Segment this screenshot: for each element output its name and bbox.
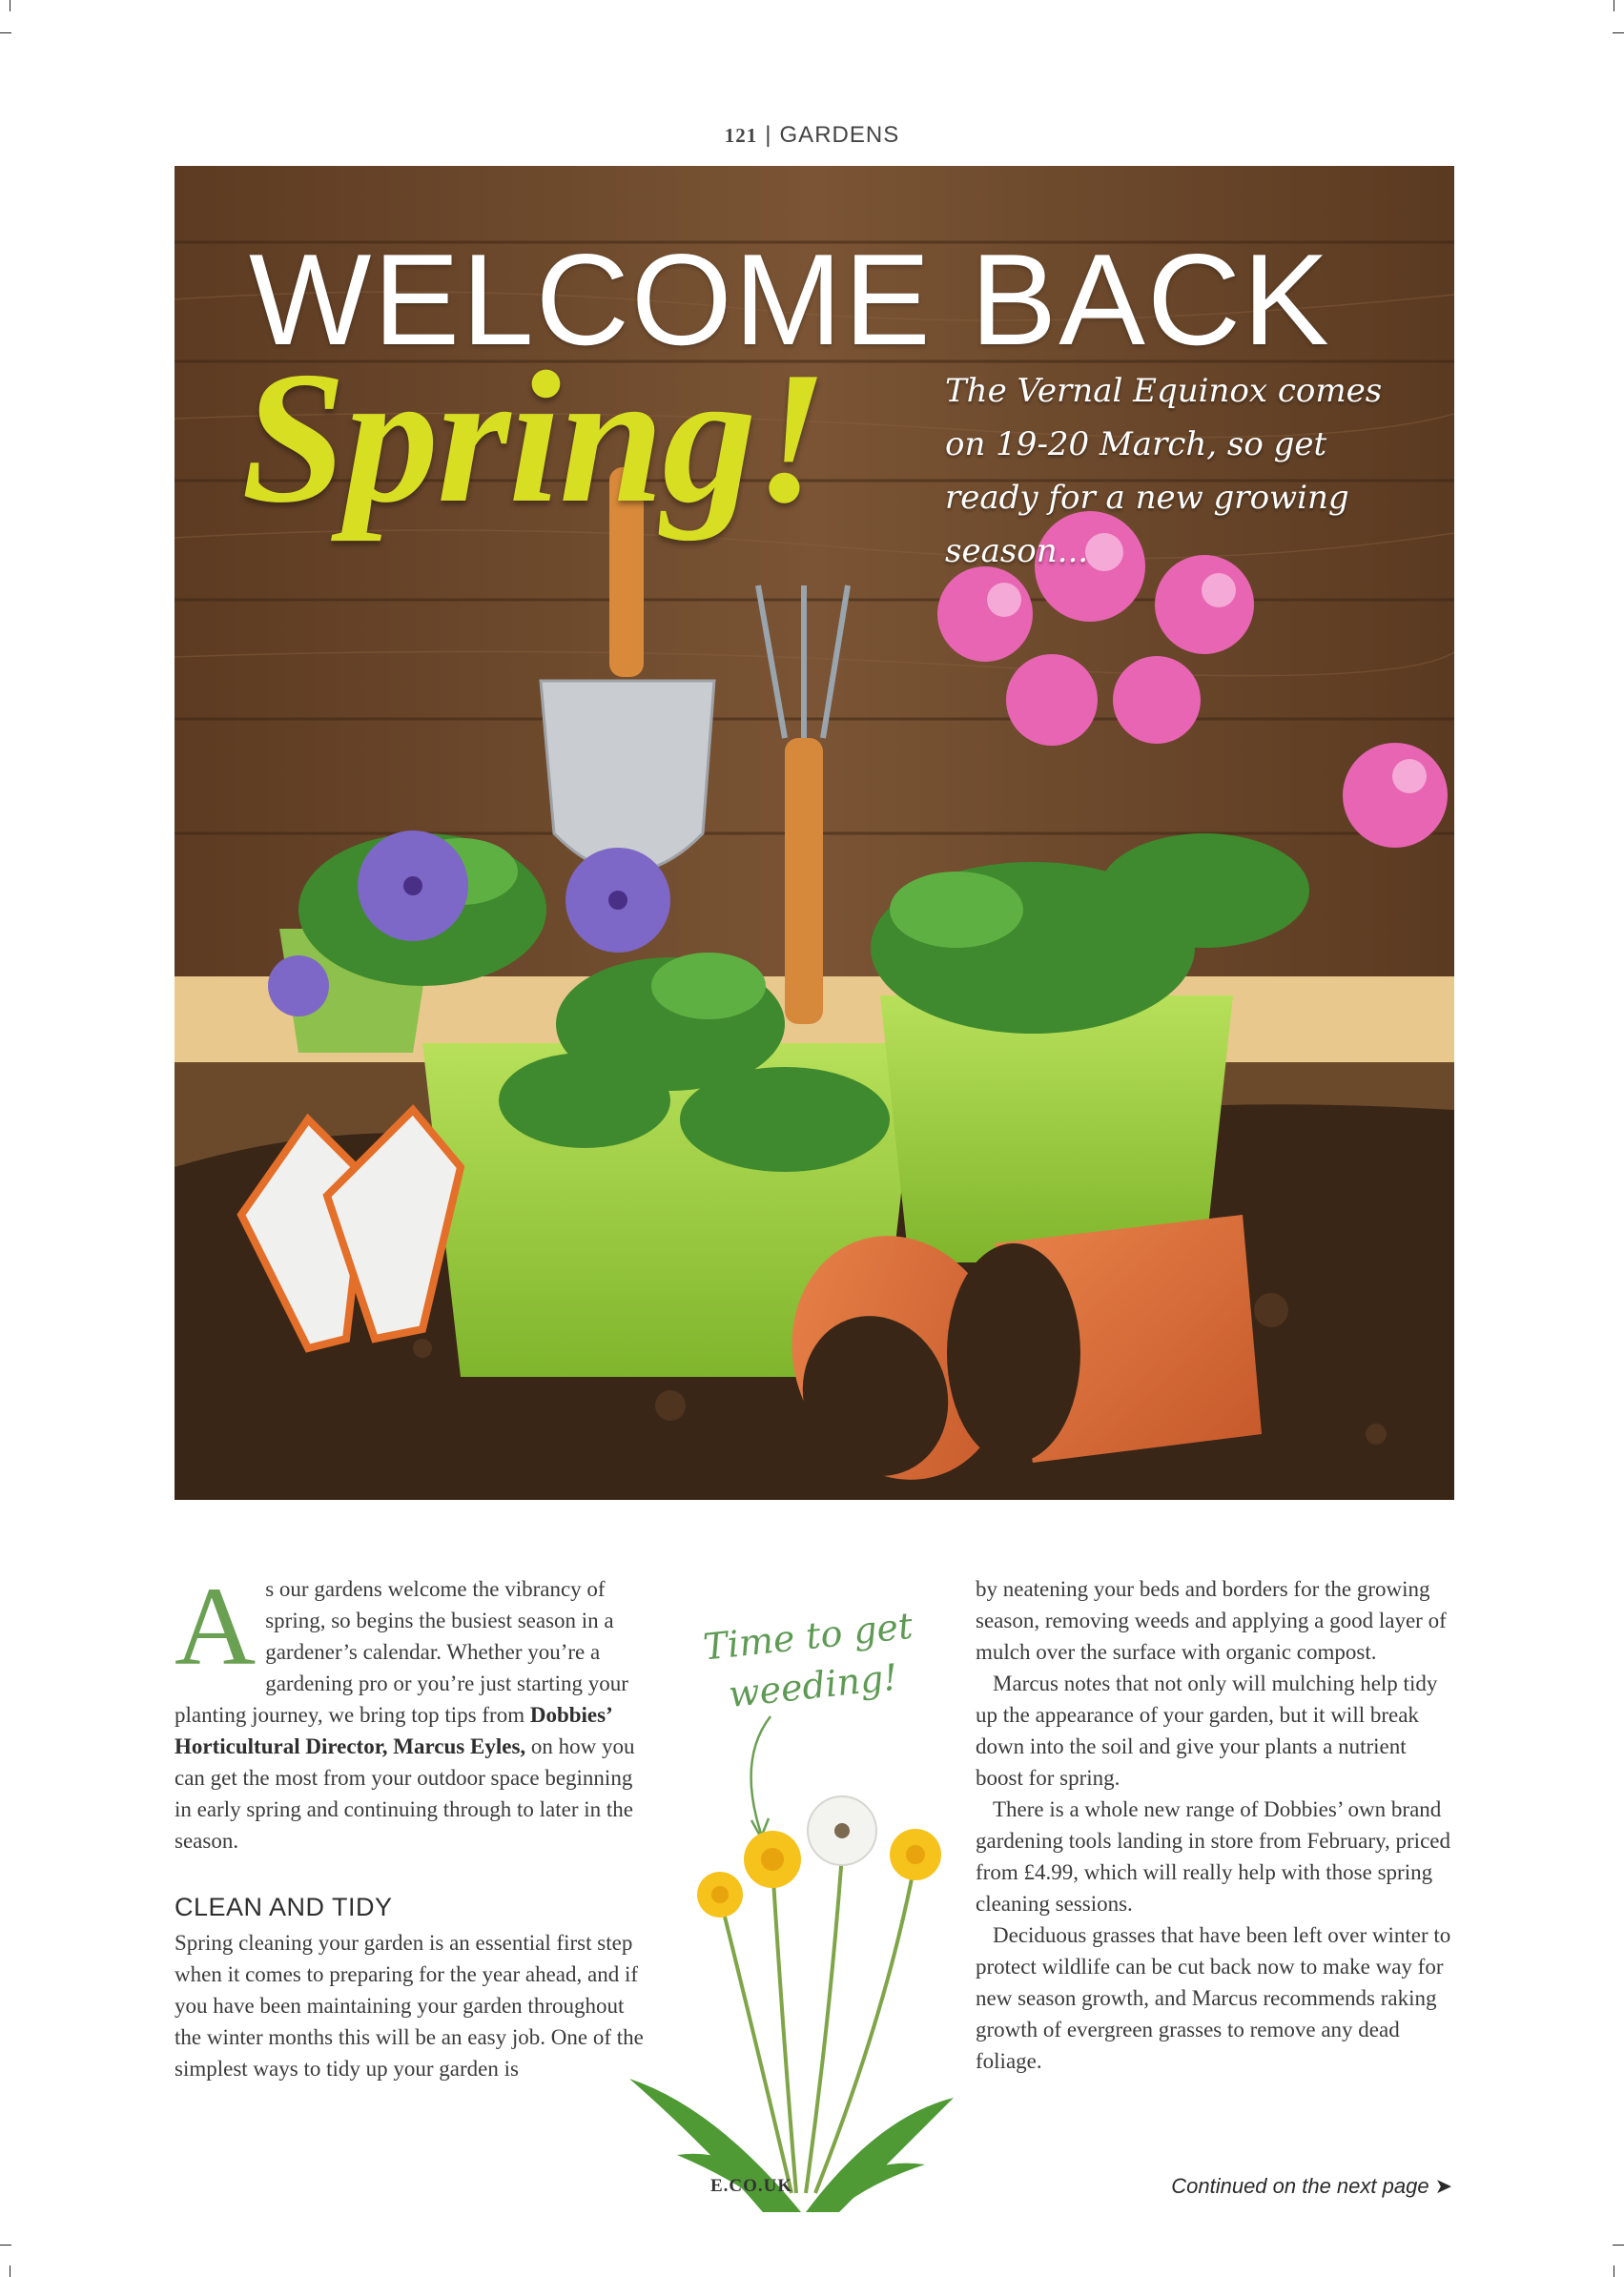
page-folio [0, 122, 1624, 149]
drop-cap: A [175, 1564, 257, 1689]
crop-mark [1613, 32, 1624, 33]
crop-mark [0, 32, 11, 33]
standfirst: The Vernal Equinox comes on 19-20 March, so get ready for a new growing season... [945, 372, 1383, 570]
arrow-right-icon: ➤ [1434, 2174, 1452, 2198]
paragraph: by neatening your beds and borders for the growing season, removing weeds and applying a good layer of mulch over the surface with organic compost. [976, 1577, 1447, 1664]
intro-paragraph [175, 1564, 651, 1856]
headline-highlight: Spring! [241, 333, 827, 542]
paragraph: There is a whole new range of Dobbies’ own brand gardening tools landing in store from February, priced from £4.99, which will really help with those spring cleaning sessions. [976, 1797, 1450, 1916]
headline: WELCOME BACK [249, 227, 1331, 372]
hero-photo [175, 166, 1454, 1500]
crop-mark [1613, 2245, 1624, 2246]
section-label: GARDENS [779, 122, 900, 148]
dandelion-illustration [620, 1783, 963, 2212]
callout-line-1: Time to get [701, 1604, 915, 1669]
callout-line-2: weeding! [726, 1655, 900, 1716]
crop-mark [0, 2245, 11, 2246]
page-number: 121 [724, 124, 758, 147]
continued-link[interactable] [1171, 2174, 1452, 2199]
intro-text-1: s our gardens welcome the vibrancy of spring, so begins the busiest season in a gardener’s calendar. Whether you’re a gardening pro or you’re just starting your planting journey, we bring top tips from [175, 1577, 628, 1727]
folio-separator: | [765, 122, 772, 148]
section-paragraph: Spring cleaning your garden is an essential first step when it comes to preparing for the year ahead, and if you have been maintaining your garden throughout the winter months this will be an easy job. One of the simplest ways to tidy up your garden is [175, 1931, 644, 2081]
footer-url: E.CO.UK [710, 2176, 793, 2196]
continued-text: Continued on the next page [1171, 2174, 1429, 2198]
body-column-3 [976, 1573, 1457, 2077]
body-column-1 [175, 1564, 651, 2084]
paragraph: Deciduous grasses that have been left over winter to protect wildlife can be cut back now to make way for new season growth, and Marcus recommends raking growth of evergreen grasses to remove any dead foliage. [976, 1923, 1451, 2073]
callout [682, 1599, 938, 1724]
section-heading: CLEAN AND TIDY [175, 1893, 393, 1921]
intro-text-2: on how you can get the most from your outdoor space beginning in early spring and continuing through to later in the season. [175, 1734, 635, 1853]
paragraph: Marcus notes that not only will mulching help tidy up the appearance of your garden, but it will break down into the soil and give your plants a nutrient boost for spring. [976, 1672, 1438, 1790]
intro-bold: Dobbies’ Horticultural Director, Marcus Eyles, [175, 1703, 612, 1758]
